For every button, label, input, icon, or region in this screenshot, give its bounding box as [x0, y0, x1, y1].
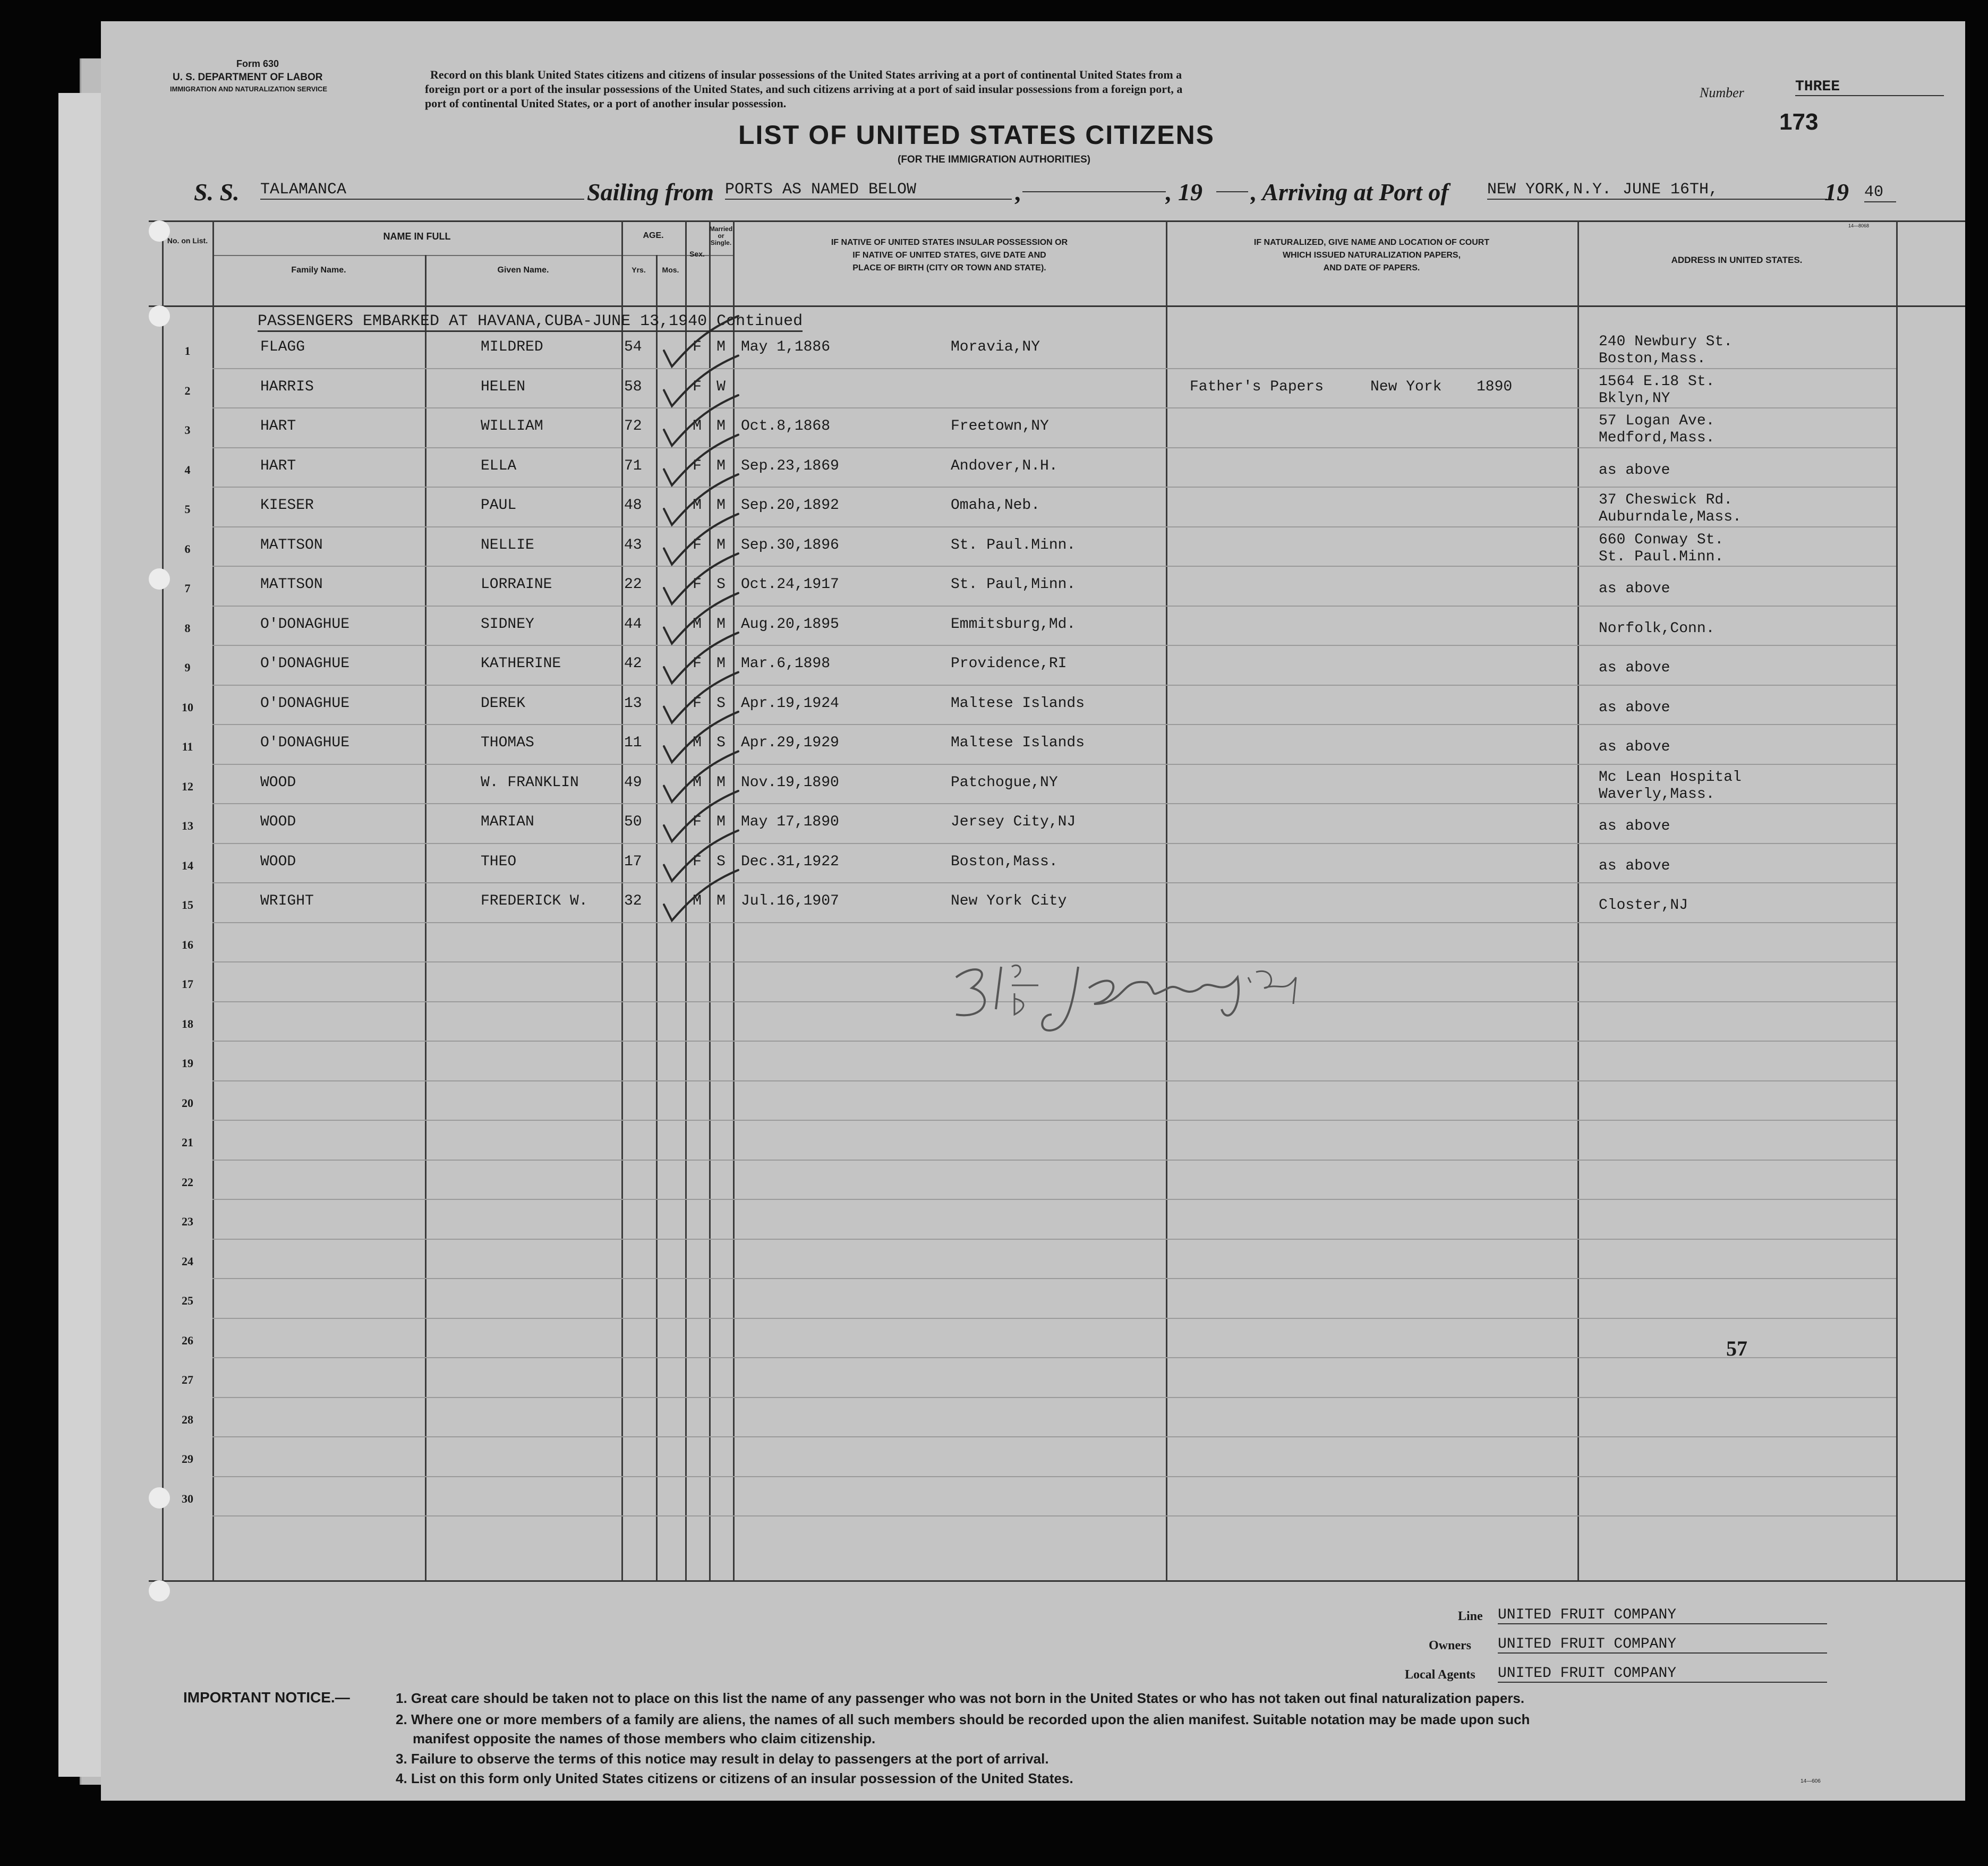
address-line-2: Auburndale,Mass. — [1599, 509, 1742, 525]
sex: M — [693, 774, 702, 791]
birth-place: Moravia,NY — [951, 339, 1040, 355]
row-number: 19 — [182, 1056, 193, 1070]
sex: M — [693, 418, 702, 434]
birth-date: May 1,1886 — [741, 339, 831, 355]
comma: , — [1014, 178, 1021, 206]
given-name: FREDERICK W. — [481, 893, 588, 909]
row-number: 7 — [184, 582, 191, 595]
address-line-1: as above — [1599, 462, 1670, 479]
birth-date: Sep.23,1869 — [741, 458, 839, 474]
marital-status: S — [716, 695, 726, 712]
age-years: 43 — [624, 537, 642, 553]
age-years: 72 — [624, 418, 642, 434]
page-title: LIST OF UNITED STATES CITIZENS — [738, 120, 1215, 150]
age-years: 58 — [624, 379, 642, 395]
page-subtitle: (FOR THE IMMIGRATION AUTHORITIES) — [898, 154, 1091, 165]
header-naturalized-line: AND DATE OF PAPERS. — [1323, 263, 1420, 272]
sex: M — [693, 735, 702, 751]
given-name: W. FRANKLIN — [481, 774, 579, 791]
binder-hole — [149, 1487, 170, 1509]
address-line-2: Medford,Mass. — [1599, 430, 1715, 446]
family-name: WOOD — [260, 774, 296, 791]
birth-place: Maltese Islands — [951, 735, 1085, 751]
address-line-1: as above — [1599, 818, 1670, 834]
checkmark — [664, 316, 738, 367]
header-sex: Sex. — [689, 250, 705, 258]
row-number: 8 — [184, 621, 191, 635]
birth-place: Providence,RI — [951, 655, 1067, 672]
marital-status: M — [716, 893, 726, 909]
header-married-single: Married or Single. — [709, 225, 733, 246]
row-number: 21 — [182, 1136, 193, 1149]
owners-value: UNITED FRUIT COMPANY — [1498, 1636, 1827, 1654]
row-number: 1 — [184, 344, 191, 357]
birth-date: Dec.31,1922 — [741, 854, 839, 870]
marital-status: S — [716, 576, 726, 593]
notice-item-4: 4. List on this form only United States citizens or citizens of an insular possession of the United States. — [396, 1770, 1073, 1786]
row-number: 28 — [182, 1413, 193, 1426]
birth-place: Emmitsburg,Md. — [951, 616, 1076, 633]
given-name: SIDNEY — [481, 616, 534, 633]
given-name: THOMAS — [481, 735, 534, 751]
age-years: 71 — [624, 458, 642, 474]
header-naturalized-line: WHICH ISSUED NATURALIZATION PAPERS, — [1282, 251, 1461, 260]
given-name: THEO — [481, 854, 517, 870]
year-label-2: 19 — [1824, 178, 1849, 206]
birth-date: Apr.19,1924 — [741, 695, 839, 712]
family-name: FLAGG — [260, 339, 305, 355]
ship-name: TALAMANCA — [260, 181, 584, 200]
address-line-1: Mc Lean Hospital — [1599, 769, 1742, 786]
age-years: 54 — [624, 339, 642, 355]
birth-date: Apr.29,1929 — [741, 735, 839, 751]
marital-status: M — [716, 537, 726, 553]
service: IMMIGRATION AND NATURALIZATION SERVICE — [170, 85, 328, 93]
birth-place: St. Paul,Minn. — [951, 576, 1076, 593]
header-birth-line: PLACE OF BIRTH (CITY OR TOWN AND STATE). — [852, 263, 1046, 272]
address-line-1: 57 Logan Ave. — [1599, 413, 1715, 429]
family-name: O'DONAGHUE — [260, 655, 350, 672]
arrival-port: NEW YORK,N.Y. — [1487, 181, 1612, 199]
given-name: DEREK — [481, 695, 526, 712]
row-number: 9 — [184, 661, 191, 674]
header-address: ADDRESS IN UNITED STATES. — [1671, 255, 1803, 265]
address-line-1: as above — [1599, 581, 1670, 597]
year-label-1: , 19 — [1166, 178, 1202, 206]
birth-place: Andover,N.H. — [951, 458, 1058, 474]
arriving-label: , Arriving at Port of — [1251, 178, 1449, 206]
sex: M — [693, 893, 702, 909]
address-line-1: 660 Conway St. — [1599, 532, 1724, 548]
address-line-2: Bklyn,NY — [1599, 390, 1670, 407]
notice-item-3: 3. Failure to observe the terms of this notice may result in delay to passengers at the port of arrival. — [396, 1751, 1049, 1767]
given-name: ELLA — [481, 458, 517, 474]
row-number: 2 — [184, 384, 191, 397]
sex: F — [693, 576, 702, 593]
row-number: 17 — [182, 977, 193, 991]
marital-status: S — [716, 735, 726, 751]
birth-place: Omaha,Neb. — [951, 497, 1040, 514]
given-name: MARIAN — [481, 814, 534, 830]
birth-date: Oct.8,1868 — [741, 418, 831, 434]
family-name: O'DONAGHUE — [260, 735, 350, 751]
address-line-1: as above — [1599, 700, 1670, 716]
sailing-label: Sailing from — [587, 178, 714, 206]
binder-hole — [149, 305, 170, 327]
marital-status: M — [716, 458, 726, 474]
instruction-line-1: Record on this blank United States citizens and citizens of insular possessions of the United States arriving at a port of continental United States from a — [430, 68, 1182, 81]
address-line-1: 1564 E.18 St. — [1599, 373, 1715, 390]
age-years: 17 — [624, 854, 642, 870]
header-months: Mos. — [662, 266, 679, 274]
family-name: WRIGHT — [260, 893, 314, 909]
birth-place: Patchogue,NY — [951, 774, 1058, 791]
naturalization-year: 1890 — [1477, 379, 1513, 395]
section-heading-text: PASSENGERS EMBARKED AT HAVANA,CUBA-JUNE 13,1940 Continued — [258, 312, 803, 332]
header-family-name: Family Name. — [291, 266, 346, 275]
marital-status: M — [716, 655, 726, 672]
row-number: 24 — [182, 1255, 193, 1268]
header-given-name: Given Name. — [497, 266, 549, 275]
sex: F — [693, 655, 702, 672]
sex: F — [693, 814, 702, 830]
marital-status: M — [716, 339, 726, 355]
address-line-2: Boston,Mass. — [1599, 351, 1706, 367]
given-name: LORRAINE — [481, 576, 552, 593]
inspector-signature — [945, 945, 1349, 1052]
printer-note: 14—8068 — [1848, 223, 1870, 228]
marital-status: S — [716, 854, 726, 870]
checkmark-group — [664, 316, 738, 921]
age-years: 13 — [624, 695, 642, 712]
given-name: HELEN — [481, 379, 526, 395]
instruction-line-3: port of continental United States, or a port of another insular possession. — [425, 97, 787, 110]
given-name: WILLIAM — [481, 418, 543, 434]
naturalization-place: New York — [1370, 379, 1442, 395]
notice-item-1: 1. Great care should be taken not to place on this list the name of any passenger who was not born in the United States or who has not taken out final naturalization papers. — [396, 1690, 1525, 1706]
row-number: 16 — [182, 938, 193, 951]
sex: F — [693, 339, 702, 355]
birth-date: Oct.24,1917 — [741, 576, 839, 593]
row-number: 25 — [182, 1294, 193, 1307]
birth-date: Aug.20,1895 — [741, 616, 839, 633]
row-number: 29 — [182, 1452, 193, 1465]
address-line-1: as above — [1599, 739, 1670, 755]
header-naturalized-line: IF NATURALIZED, GIVE NAME AND LOCATION OF COURT — [1253, 238, 1490, 247]
marital-status: M — [716, 774, 726, 791]
arrival-date: JUNE 16TH, — [1623, 181, 1719, 199]
birth-date: Jul.16,1907 — [741, 893, 839, 909]
age-years: 42 — [624, 655, 642, 672]
row-number: 13 — [182, 819, 193, 832]
row-number: 6 — [184, 542, 191, 556]
sailing-from: PORTS AS NAMED BELOW — [725, 181, 1012, 200]
binder-hole — [149, 220, 170, 242]
row-number: 27 — [182, 1373, 193, 1386]
birth-date: Sep.20,1892 — [741, 497, 839, 514]
family-name: O'DONAGHUE — [260, 695, 350, 712]
given-name: PAUL — [481, 497, 517, 514]
page-count-mark: 57 — [1726, 1336, 1747, 1360]
address-line-1: Norfolk,Conn. — [1599, 620, 1715, 637]
age-years: 11 — [624, 735, 642, 751]
age-years: 48 — [624, 497, 642, 514]
marital-status: M — [716, 814, 726, 830]
family-name: MATTSON — [260, 576, 323, 593]
row-number: 26 — [182, 1334, 193, 1347]
birth-place: St. Paul.Minn. — [951, 537, 1076, 553]
row-number: 20 — [182, 1096, 193, 1110]
row-number: 22 — [182, 1175, 193, 1189]
sex: F — [693, 537, 702, 553]
address-line-1: Closter,NJ — [1599, 897, 1688, 914]
notice-item-2: 2. Where one or more members of a family are aliens, the names of all such members should be recorded upon the alien manifest. Suitable notation may be made upon such — [396, 1711, 1530, 1727]
row-number: 12 — [182, 780, 193, 793]
age-years: 32 — [624, 893, 642, 909]
birth-date: Sep.30,1896 — [741, 537, 839, 553]
row-number: 11 — [182, 740, 193, 753]
form-code: 14—606 — [1801, 1778, 1821, 1784]
agents-value: UNITED FRUIT COMPANY — [1498, 1665, 1827, 1683]
row-number: 23 — [182, 1215, 193, 1228]
ss-label: S. S. — [194, 178, 240, 206]
sex: M — [693, 616, 702, 633]
given-name: NELLIE — [481, 537, 534, 553]
header-name-in-full: NAME IN FULL — [383, 231, 451, 242]
row-number: 4 — [184, 463, 191, 476]
stamp-number: 173 — [1779, 109, 1819, 135]
row-number: 5 — [184, 502, 191, 516]
sex: F — [693, 458, 702, 474]
manifest-page — [101, 21, 1965, 1801]
row-number: 14 — [182, 859, 193, 872]
row-number: 10 — [182, 701, 193, 714]
naturalization-papers: Father's Papers — [1190, 379, 1324, 395]
form-number: Form 630 — [236, 58, 279, 69]
notice-item-2-cont: manifest opposite the names of those members who claim citizenship. — [413, 1731, 876, 1746]
header-birth-line: IF NATIVE OF UNITED STATES, GIVE DATE AND — [852, 251, 1046, 260]
sheet-number-value: THREE — [1795, 79, 1944, 96]
address-line-2: St. Paul.Minn. — [1599, 549, 1724, 565]
marital-status: M — [716, 418, 726, 434]
given-name: MILDRED — [481, 339, 543, 355]
family-name: HART — [260, 458, 296, 474]
age-years: 22 — [624, 576, 642, 593]
family-name: HARRIS — [260, 379, 314, 395]
department: U. S. DEPARTMENT OF LABOR — [173, 72, 323, 83]
birth-date: Mar.6,1898 — [741, 655, 831, 672]
birth-place: Jersey City,NJ — [951, 814, 1076, 830]
agents-label: Local Agents — [1405, 1668, 1475, 1682]
birth-date: May 17,1890 — [741, 814, 839, 830]
age-years: 50 — [624, 814, 642, 830]
instruction-line-2: foreign port or a port of the insular possessions of the United States, and such citizens arriving at a port of said insular possessions from a foreign port, a — [425, 82, 1183, 96]
birth-place: New York City — [951, 893, 1067, 909]
binder-hole — [149, 568, 170, 590]
binder-hole — [149, 1580, 170, 1601]
address-line-2: Waverly,Mass. — [1599, 786, 1715, 803]
row-number: 3 — [184, 423, 191, 437]
owners-label: Owners — [1429, 1639, 1471, 1652]
sex: F — [693, 854, 702, 870]
marital-status: M — [716, 616, 726, 633]
marital-status: M — [716, 497, 726, 514]
birth-place: Boston,Mass. — [951, 854, 1058, 870]
address-line-1: as above — [1599, 660, 1670, 676]
birth-place: Freetown,NY — [951, 418, 1049, 434]
given-name: KATHERINE — [481, 655, 561, 672]
sheet-number-label: Number — [1700, 85, 1744, 100]
line-value: UNITED FRUIT COMPANY — [1498, 1607, 1827, 1624]
marital-status: W — [716, 379, 726, 395]
header-age: AGE. — [643, 231, 664, 240]
birth-date: Nov.19,1890 — [741, 774, 839, 791]
header-no: No. on List. — [167, 236, 208, 245]
sex: F — [693, 379, 702, 395]
header-years: Yrs. — [632, 266, 646, 274]
notice-title: IMPORTANT NOTICE.— — [183, 1689, 350, 1706]
address-line-1: as above — [1599, 858, 1670, 874]
row-number: 15 — [182, 898, 193, 911]
underlying-sheet-edge — [58, 93, 106, 1777]
address-line-1: 37 Cheswick Rd. — [1599, 492, 1733, 508]
family-name: HART — [260, 418, 296, 434]
line-label: Line — [1458, 1609, 1483, 1623]
row-number: 30 — [182, 1492, 193, 1505]
sex: M — [693, 497, 702, 514]
arrival-year: 40 — [1864, 183, 1896, 202]
address-line-1: 240 Newbury St. — [1599, 334, 1733, 350]
sex: F — [693, 695, 702, 712]
row-number: 18 — [182, 1017, 193, 1030]
family-name: WOOD — [260, 854, 296, 870]
birth-place: Maltese Islands — [951, 695, 1085, 712]
family-name: WOOD — [260, 814, 296, 830]
header-birth-line: IF NATIVE OF UNITED STATES INSULAR POSSESSION OR — [831, 238, 1068, 247]
age-years: 44 — [624, 616, 642, 633]
checkmarks-layer — [101, 21, 1965, 1801]
family-name: O'DONAGHUE — [260, 616, 350, 633]
family-name: KIESER — [260, 497, 314, 514]
family-name: MATTSON — [260, 537, 323, 553]
age-years: 49 — [624, 774, 642, 791]
